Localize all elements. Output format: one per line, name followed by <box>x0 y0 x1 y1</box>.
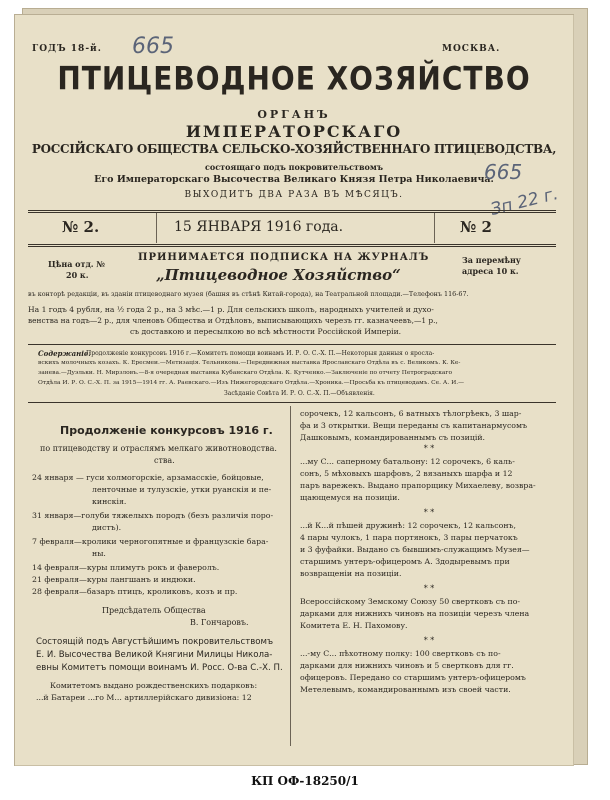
contents-label: Содержаніе: <box>38 349 91 358</box>
gifts-line: ...й Батареи ...го М... артиллерійскаго дивизіона: 12 <box>36 693 252 702</box>
schedule-line: 21 февраля—куры лангшанъ и индюки. <box>32 575 196 584</box>
issue-number-right: № 2 <box>460 218 492 236</box>
issue-date: 15 ЯНВАРЯ 1916 года. <box>174 219 344 235</box>
gift-line: ...-му С... пѣхотному полку: 100 свертковъ съ по- <box>300 649 501 658</box>
contests-heading: Продолженіе конкурсовъ 1916 г. <box>60 424 273 437</box>
contents-line-2: вскихъ молочныхъ козахъ. К. Ересмеи.—Метизація. Тельникова.—Передвижная выставка Ярославскаго Отдѣла въ с. Великомъ. К. Ке- <box>38 360 461 366</box>
contents-line-3: занева.—Дуэльки. Н. Мирзловъ.—8-я очередная выставка Кубанскаго Отдѣла. К. Кутченко.—Заключеніе по отчету Петроградскаго <box>38 370 453 376</box>
gift-line: дарками для нижнихъ чиновъ на позиціи черезъ члена <box>300 609 530 618</box>
contests-subheading-2: ства. <box>154 456 175 465</box>
gift-line: старшимъ унтеръ-офицеромъ А. Здодыревымъ при <box>300 557 510 566</box>
grand-duke-line: Его Императорскаго Высочества Великаго Князя Петра Николаевича. <box>94 174 494 185</box>
contents-line-5: Засѣданіе Совѣта И. Р. О. С.-Х. П.—Объявленія. <box>224 390 375 397</box>
subscription-title: ПРИНИМАЕТСЯ ПОДПИСКА НА ЖУРНАЛЪ <box>138 252 430 263</box>
price-label: Цѣна отд. № <box>48 259 106 269</box>
gift-line: сонъ, 5 мѣховыхъ шарфовъ, 2 вязаныхъ шарфа и 12 <box>300 469 513 478</box>
newspaper-page <box>14 14 574 766</box>
address-change-label: За перемѣну <box>462 255 521 265</box>
schedule-line: ленточные и тулузскіе, утки руанскія и пе- <box>92 485 272 494</box>
gift-line: и 3 фуфайки. Выдано съ бывшимъ-служащимъ Музея— <box>300 545 530 554</box>
gift-line: сорочекъ, 12 кальсонъ, 6 ватныхъ тѣлогрѣекъ, 3 шар- <box>300 409 522 418</box>
chairman-title: Предсѣдатель Общества <box>102 606 206 615</box>
organ-line: ОРГАНЪ <box>257 108 331 121</box>
gift-line: щающемуся на позиціи. <box>300 493 400 502</box>
schedule-line: 7 февраля—кролики черногопятные и французскіе бара- <box>32 537 269 546</box>
society-line: РОССІЙСКАГО ОБЩЕСТВА СЕЛЬСКО-ХОЗЯЙСТВЕННАГО ПТИЦЕВОДСТВА, <box>31 142 557 156</box>
separator: * * <box>423 584 435 593</box>
separator: * * <box>423 508 435 517</box>
gift-line: офицеровъ. Передано со старшимъ унтеръ-офицеромъ <box>300 673 526 682</box>
frequency-line: ВЫХОДИТЪ ДВА РАЗА ВЪ МѢСЯЦЪ. <box>184 190 404 200</box>
separator: * * <box>423 444 435 453</box>
catalog-code: КП ОФ-18250/1 <box>251 774 359 788</box>
committee-line: евны Комитетъ помощи воинамъ И. Росс. О-ва С.-Х. П. <box>36 663 283 673</box>
gift-line: дарками для нижнихъ чиновъ и 5 свертковъ для гг. <box>300 661 514 670</box>
issue-rule-top <box>28 210 556 213</box>
patronage-line: состоящаго подъ покровительствомъ <box>205 162 383 172</box>
gift-line: ...й К...й пѣшей дружинѣ: 12 сорочекъ, 12 кальсонъ, <box>300 521 516 530</box>
handwritten-side-number: 665 <box>484 160 523 184</box>
schedule-line: ны. <box>92 549 106 558</box>
handwritten-number: 665 <box>132 34 174 59</box>
schedule-line: 31 января—голуби тяжелыхъ породъ (безъ различія поро- <box>32 511 274 520</box>
chairman-signature: В. Гончаровъ. <box>190 618 249 627</box>
schedule-line: кинскія. <box>92 497 127 506</box>
gift-line: Комитета Е. Н. Пахомову. <box>300 621 408 630</box>
gifts-block <box>36 680 286 704</box>
committee-block <box>36 636 286 675</box>
committee-line: Состоящій подъ Августѣйшимъ покровительствомъ <box>36 637 274 647</box>
schedule-line: 28 февраля—базаръ птицъ, кроликовъ, козъ и пр. <box>32 587 238 596</box>
subscription-line-2: венства на годъ—2 р., для членовъ Общества и Отдѣловъ, выписывающихъ черезъ гг. казначеевъ,—1 р., <box>28 316 438 325</box>
masthead-title: ПТИЦЕВОДНОЕ ХОЗЯЙСТВО <box>57 59 531 98</box>
gift-line: ...му С... саперному батальону: 12 сорочекъ, 6 каль- <box>300 457 515 466</box>
gift-line: Всероссійскому Земскому Союзу 50 свертковъ съ по- <box>300 597 521 606</box>
gift-line: возвращеніи на позиціи. <box>300 569 402 578</box>
contests-subheading-1: по птицеводству и отраслямъ мелкаго животноводства. <box>40 444 277 453</box>
subscription-address: въ конторѣ редакціи, въ зданіи птицеводнаго музея (башня въ стѣнѣ Китай-города), на Театральной площади.—Телефонъ 116-67. <box>28 290 469 298</box>
contents-rule-bottom <box>28 402 556 403</box>
schedule-line: дистъ). <box>92 523 122 532</box>
issue-number-left: № 2. <box>62 218 100 236</box>
price-value: 20 к. <box>66 270 89 280</box>
gift-line: 4 пары чулокъ, 1 пара портянокъ, 3 пары перчатокъ <box>300 533 518 542</box>
gift-line: Метелевымъ, командированнымъ изъ своей части. <box>300 685 511 694</box>
schedule-line: 14 февраля—куры плимутъ рокъ и фаверолъ. <box>32 563 220 572</box>
contents-line-1: Продолженіе конкурсовъ 1916 г.—Комитетъ помощи воинамъ И. Р. О. С.-Х. П.—Некоторыя данныя о яросла- <box>86 350 435 357</box>
journal-name: „Птицеводное Хозяйство“ <box>156 266 401 284</box>
subscription-line-1: На 1 годъ 4 рубля, на ½ года 2 р., на 3 мѣс.—1 р. Для сельскихъ школъ, народныхъ учителей и духо- <box>28 305 434 314</box>
contests-schedule <box>32 472 282 598</box>
separator: * * <box>423 636 435 645</box>
year-label: ГОДЪ 18-й. <box>32 44 102 54</box>
imperial-line: ИМПЕРАТОРСКАГО <box>185 122 403 141</box>
gift-line: Дашковымъ, командированнымъ съ позицій. <box>300 433 486 442</box>
gift-line: паръ варежекъ. Выдано прапорщику Михаелеву, возвра- <box>300 481 536 490</box>
gifts-line: Комитетомъ выдано рождественскихъ подарковъ: <box>50 681 258 690</box>
address-change-value: адреса 10 к. <box>462 266 519 276</box>
divider-right <box>434 213 435 243</box>
gift-line: фа и 3 открытки. Вещи переданы съ капитанармусомъ <box>300 421 528 430</box>
handwritten-side-note: Зп 22 г. <box>488 183 561 221</box>
column-divider <box>290 406 291 746</box>
contents-line-4: Отдѣла И. Р. О. С.-Х. П. за 1915—1914 гг. А. Раевскаго.—Изъ Нижегородскаго Отдѣла.—Хроника.—Просьба къ птицеводамъ. Се. А. И.— <box>38 380 464 386</box>
issue-rule-bottom <box>28 244 556 247</box>
schedule-line: 24 января — гуси холмогорскіе, арзамасскіе, бойцовые, <box>32 473 264 482</box>
gifts-continued <box>300 408 558 696</box>
divider-left <box>156 213 157 243</box>
committee-line: Е. И. Высочества Великой Княгини Милицы Никола- <box>36 650 273 660</box>
subscription-line-3: съ доставкою и пересылкою во всѣ мѣстности Россійской Имперіи. <box>130 327 402 336</box>
city-label: МОСКВА. <box>442 44 501 54</box>
contents-rule-top <box>28 344 556 345</box>
